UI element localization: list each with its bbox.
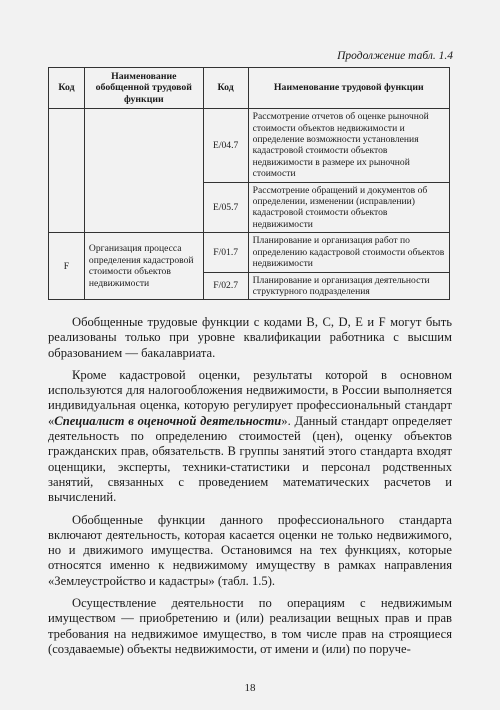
group-f-name-cell: Организация процесса определения кадастровой стоимости объектов недвижимости	[84, 233, 203, 300]
standard-name-emphasis: Специалист в оценочной деятельности	[54, 413, 282, 428]
function-code: F/02.7	[203, 272, 248, 300]
function-name: Планирование и организация деятельности структурного подразделения	[248, 272, 449, 300]
header-generalized-function: Наименование обобщенной трудовой функции	[84, 68, 203, 109]
header-function-code: Код	[203, 68, 248, 109]
paragraph	[48, 368, 452, 506]
function-name: Рассмотрение отчетов об оценке рыночной стоимости объектов недвижимости и определение возможности установления кадастровой стоимости объектов недвижимости в размере их рыночной стоимости	[248, 109, 449, 182]
group-f-code-cell: F	[49, 233, 85, 300]
group-e-name-cell	[84, 109, 203, 233]
paragraph-text: Кроме кадастровой оценки, результаты которой в основном используются для налогообложения недвижимости, в России выполняется индивидуальная оценка, которую регулирует профессиональный стандарт «	[48, 367, 452, 428]
body-text	[48, 315, 452, 664]
page-number: 18	[244, 682, 256, 694]
function-code: F/01.7	[203, 233, 248, 272]
header-labor-function: Наименование трудовой функции	[248, 68, 449, 109]
table-continuation-caption: Продолжение табл. 1.4	[337, 50, 453, 62]
table-row	[49, 109, 450, 182]
paragraph: Осуществление деятельности по операциям с недвижимым имуществом — приобретению и (или) реализации вещных прав и прав требования на недвижимое имущество, в том числе прав на строящиеся (создаваемые) объекты недвижимости, от имени и (или) по поруче-	[48, 596, 452, 656]
paragraph-text: ». Данный стандарт определяет деятельность по определению стоимостей (цен), оценку объектов гражданских прав, обязательств. В группы занятий этого стандарта входят оценщики, эксперты, техники-статистики и персонал родственных занятий, связанных с проведением математических расчетов и вычислений.	[48, 413, 453, 505]
header-code: Код	[49, 68, 85, 109]
table-header-row	[49, 68, 450, 109]
function-name: Планирование и организация работ по определению кадастровой стоимости объектов недвижимости	[248, 233, 449, 272]
function-code: E/04.7	[203, 109, 248, 182]
paragraph: Обобщенные трудовые функции с кодами B, C, D, E и F могут быть реализованы только при уровне квалификации работника с высшим образованием — бакалавриата.	[48, 315, 452, 360]
function-code: E/05.7	[203, 182, 248, 233]
table-row	[49, 233, 450, 272]
function-name: Рассмотрение обращений и документов об определении, изменении (исправлении) кадастровой стоимости объектов недвижимости	[248, 182, 449, 233]
group-e-code-cell	[49, 109, 85, 233]
labor-functions-table	[48, 67, 450, 300]
paragraph: Обобщенные функции данного профессионального стандарта включают деятельность, которая касается оценки не только недвижимого, но и движимого имущества. Остановимся на тех функциях, которые относятся именно к недвижимому имуществу в рамках направления «Землеустройство и кадастры» (табл. 1.5).	[48, 512, 452, 588]
